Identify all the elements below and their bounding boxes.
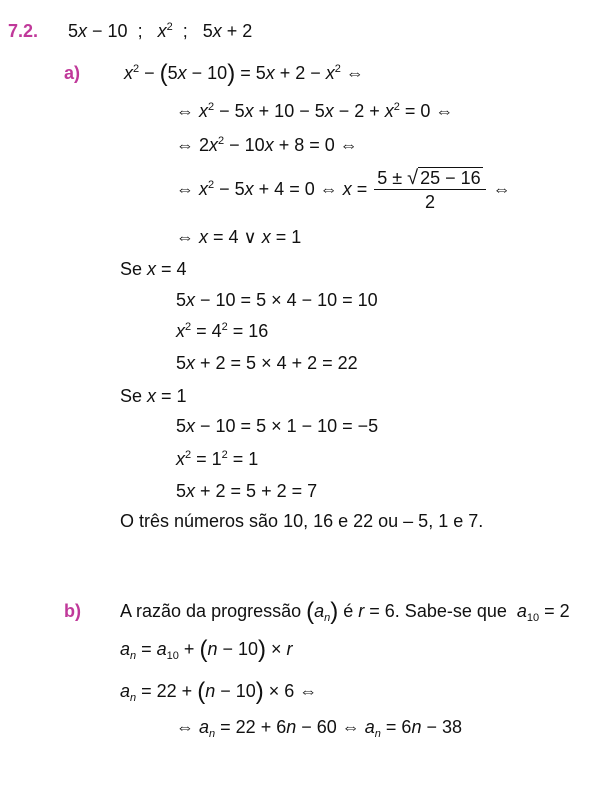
case-1-line-1: 5x − 10 = 5 × 4 − 10 = 10 <box>176 290 378 310</box>
problem-terms: 5x − 10 ; $x^2$ ; 5x + 2 <box>68 21 253 41</box>
term-1: 5x − 10 <box>68 21 128 41</box>
equation-line-2: ⇔ $x^2 - 5x + 10 - 5x - 2 + x^2 = 0$ ⇔ <box>176 101 454 121</box>
case-1-line-3: 5x + 2 = 5 × 4 + 2 = 22 <box>176 353 358 373</box>
case-2-title: Se x = 1 <box>120 386 187 406</box>
problem-number <box>8 20 38 42</box>
case-1-line-2: $x^2 = 4^2 = 16$ <box>176 321 269 341</box>
term-2: $x^2$ <box>157 21 173 41</box>
part-b-intro: A razão da progressão $(a_n)$ é r = 6. Sabe-se que $a_{10} = 2$ <box>120 598 570 625</box>
quadratic-fraction: $\frac{5 \pm √ 25 - 16}{2}$ <box>374 167 485 214</box>
part-b-line-3: ⇔ $a_n = 22 + 6n - 60$ ⇔ $a_n = 6n - 38$ <box>176 717 463 740</box>
equation-line-3: ⇔ $2x^2 - 10x + 8 = 0$ ⇔ <box>176 135 358 155</box>
problem-number-label: 7.2. <box>8 21 39 41</box>
part-b-label: b) <box>64 601 81 621</box>
case-2-line-1: 5x − 10 = 5 × 1 − 10 = −5 <box>176 416 379 436</box>
case-2-line-2: $x^2 = 1^2 = 1$ <box>176 449 259 469</box>
part-a-label: a) <box>64 63 81 83</box>
equation-line-5: ⇔ x = 4 ∨ x = 1 <box>176 227 302 247</box>
case-2-line-3: 5x + 2 = 5 + 2 = 7 <box>176 481 318 501</box>
case-1-title: Se x = 4 <box>120 259 187 279</box>
part-b-line-2: $a_n = 22 + (n - 10) \times 6$ ⇔ <box>120 678 318 705</box>
equation-line-4: ⇔ $x^2 - 5x + 4 = 0$ ⇔ x = $\frac{5 \pm √ 25 - 16}{2}$ ⇔ <box>176 166 511 212</box>
conclusion: O três números são 10, 16 e 22 ou – 5, 1 e 7. <box>120 511 484 531</box>
term-3: 5x + 2 <box>202 21 253 41</box>
equation-line-1: $x^2 - (5x - 10) = 5x + 2 - x^2$ ⇔ <box>124 60 364 87</box>
part-b-line-1: $a_n = a_{10} + (n - 10) \times r$ <box>120 636 293 663</box>
